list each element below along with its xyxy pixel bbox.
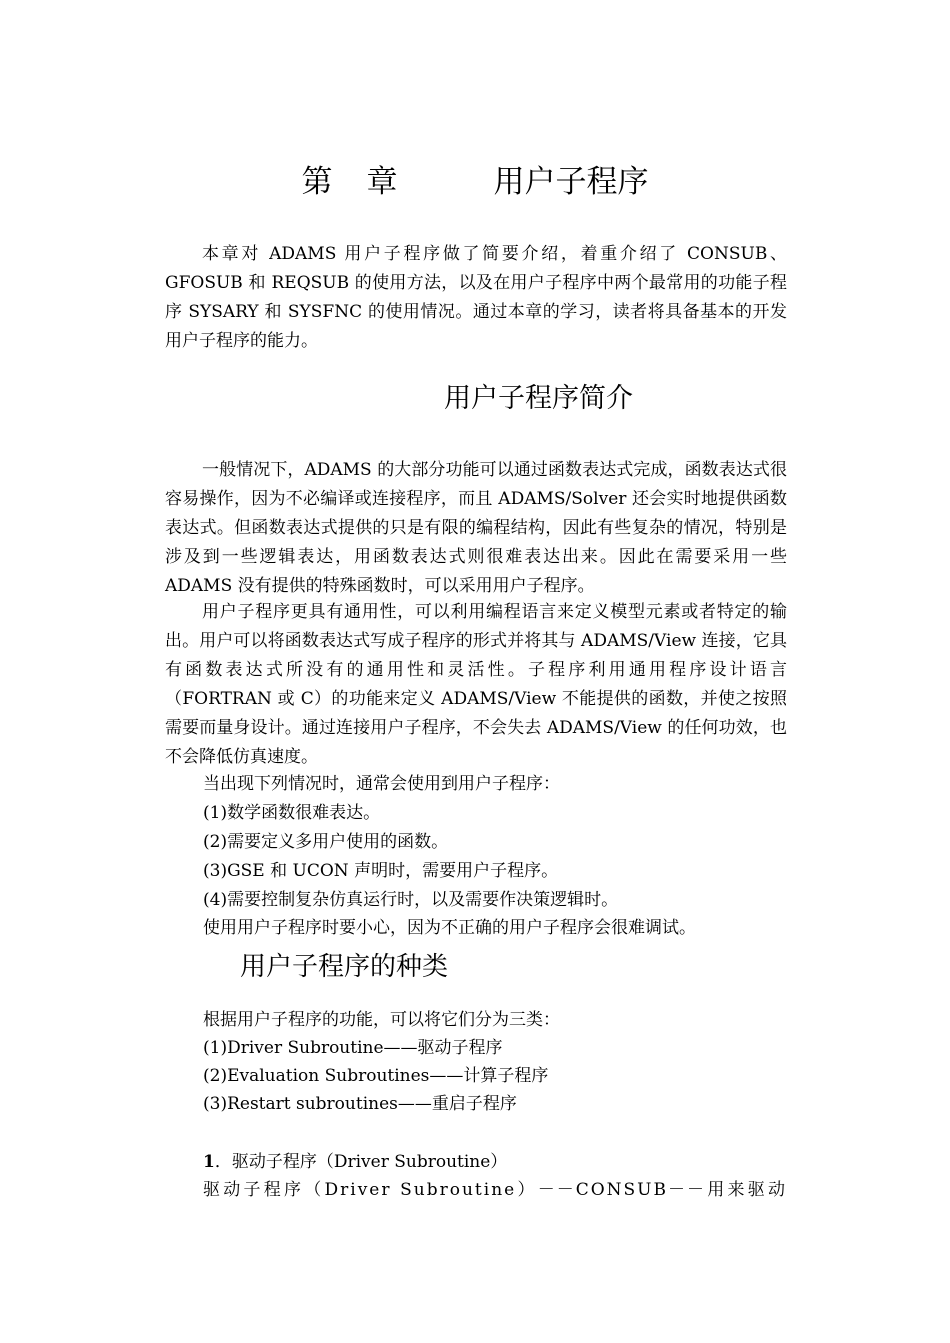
section-heading-introduction: 用户子程序简介 xyxy=(444,383,633,414)
chapter-name: 用户子程序 xyxy=(493,164,649,200)
subsection-title: 驱动子程序（Driver Subroutine） xyxy=(231,1152,508,1172)
subsection-number: 1 xyxy=(203,1152,215,1172)
chapter-word: 章 xyxy=(366,164,398,200)
chapter-prefix: 第 xyxy=(301,164,333,200)
type-item: (1)Driver Subroutine——驱动子程序 xyxy=(203,1038,503,1058)
list-item: (3)GSE 和 UCON 声明时，需要用户子程序。 xyxy=(203,861,559,881)
section-heading-types: 用户子程序的种类 xyxy=(240,952,449,982)
subsection-heading: 1．驱动子程序（Driver Subroutine） xyxy=(203,1152,508,1172)
list-item: (2)需要定义多用户使用的函数。 xyxy=(203,832,449,852)
list-intro: 当出现下列情况时，通常会使用到用户子程序： xyxy=(203,774,560,794)
body-paragraph-1: 一般情况下，ADAMS 的大部分功能可以通过函数表达式完成，函数表达式很容易操作，因为不必编译或连接程序，而且 ADAMS/Solver 还会实时地提供函数表达式。但函数表达式提供的只是有限的编程结构，因此有些复杂的情况，特别是涉及到一些逻辑表达，用函数表达式则很难表达出来。因此在需要采用一些 ADAMS 没有提供的特殊函数时，可以采用用户子程序。 xyxy=(165,460,787,596)
caution-note: 使用用户子程序时要小心，因为不正确的用户子程序会很难调试。 xyxy=(203,918,696,938)
type-item: (3)Restart subroutines——重启子程序 xyxy=(203,1094,517,1114)
body-paragraph-2: 用户子程序更具有通用性，可以利用编程语言来定义模型元素或者特定的输出。用户可以将函数表达式写成子程序的形式并将其与 ADAMS/View 连接，它具有函数表达式所没有的通用性和灵活性。子程序利用通用程序设计语言（FORTRAN 或 C）的功能来定义 ADAMS/View 不能提供的函数，并使之按照需要而量身设计。通过连接用户子程序，不会失去 ADAMS/View 的任何功效，也不会降低仿真速度。 xyxy=(165,602,787,767)
type-item: (2)Evaluation Subroutines——计算子程序 xyxy=(203,1066,549,1086)
list-item: (4)需要控制复杂仿真运行时，以及需要作决策逻辑时。 xyxy=(203,890,619,910)
types-intro: 根据用户子程序的功能，可以将它们分为三类： xyxy=(203,1010,560,1030)
chapter-title xyxy=(0,162,950,202)
list-item: (1)数学函数很难表达。 xyxy=(203,803,381,823)
intro-paragraph: 本章对 ADAMS 用户子程序做了简要介绍，着重介绍了 CONSUB、GFOSUB 和 REQSUB 的使用方法，以及在用户子程序中两个最常用的功能子程序 SYSARY 和 SYSFNC 的使用情况。通过本章的学习，读者将具备基本的开发用户子程序的能力。 xyxy=(165,244,787,351)
subsection-text: 驱动子程序（Driver Subroutine）－－CONSUB－－用来驱动 xyxy=(203,1180,787,1200)
